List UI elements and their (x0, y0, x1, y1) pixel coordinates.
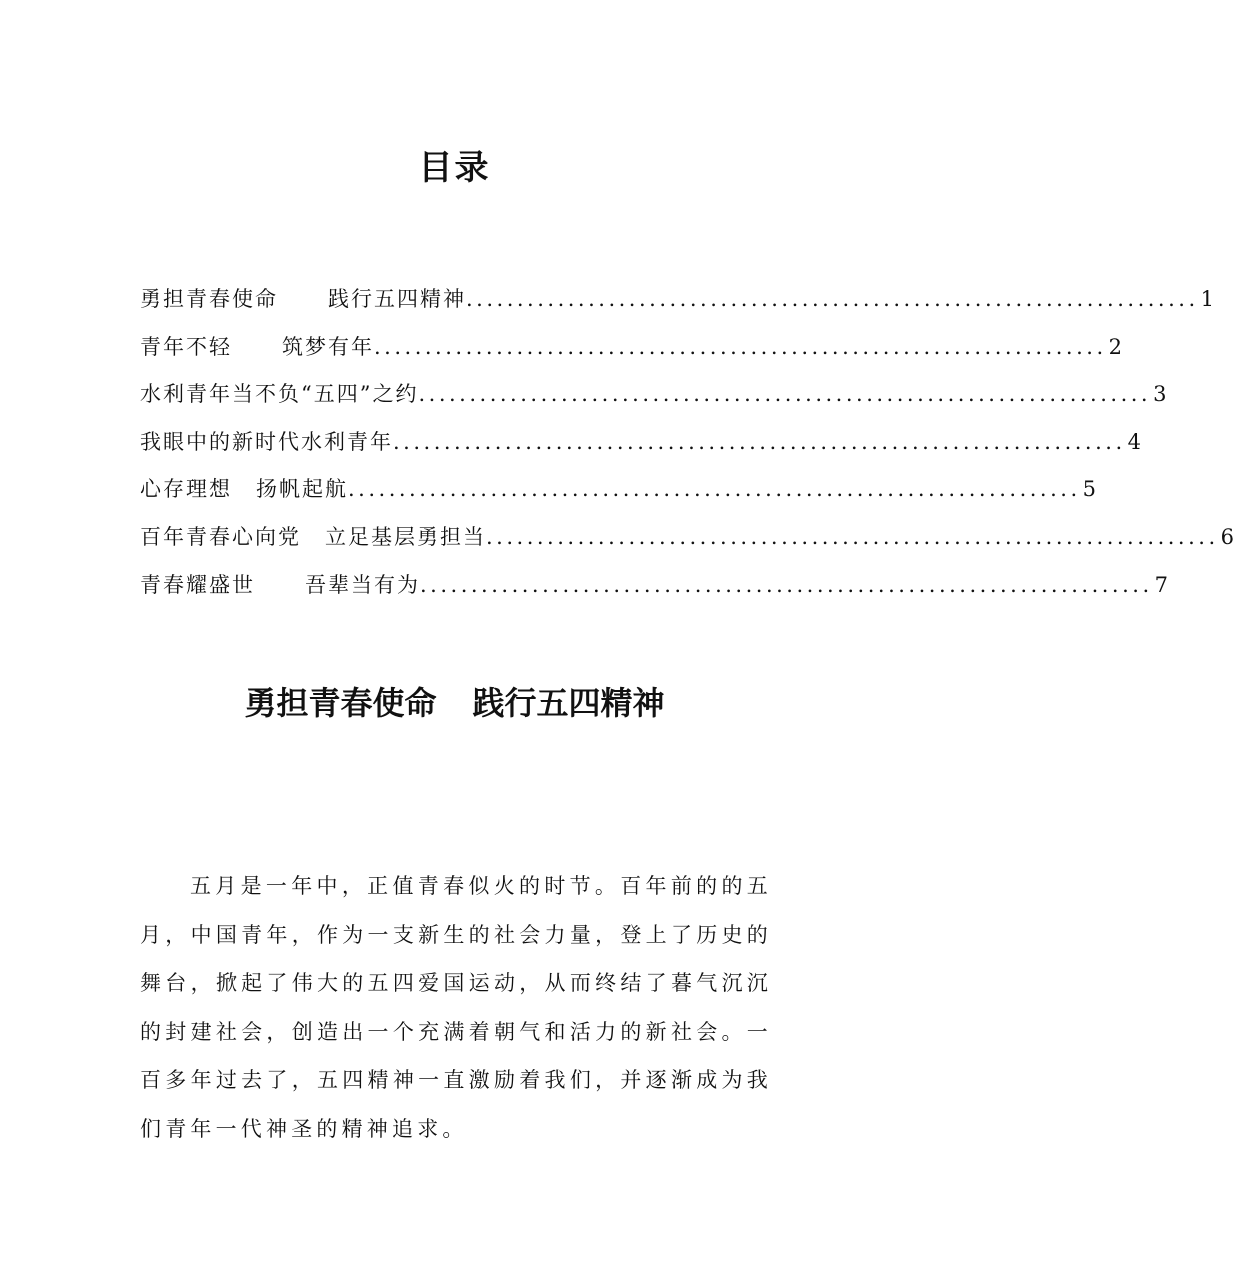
toc-leader-dots: ........................................................................ (418, 382, 1152, 407)
toc-leader-dots: ........................................................................ (420, 572, 1153, 597)
toc-entry-title: 青年不轻 筑梦有年 (140, 334, 374, 359)
toc-entry-title: 青春耀盛世 吾辈当有为 (140, 572, 420, 597)
toc-page-number: 3 (1153, 382, 1167, 407)
toc-page-number: 1 (1200, 287, 1214, 311)
toc-entry[interactable] (140, 283, 1214, 331)
article-title: 勇担青春使命 践行五四精神 (244, 684, 665, 722)
toc-entry[interactable] (140, 521, 1234, 569)
toc-leader-dots: ........................................................................ (348, 477, 1081, 502)
toc-leader-dots: ........................................................................ (486, 524, 1219, 549)
toc-page-number: 2 (1108, 334, 1122, 359)
toc-entry[interactable] (140, 569, 1168, 617)
toc-entry[interactable] (140, 331, 1122, 379)
toc-entry[interactable] (140, 426, 1141, 474)
table-of-contents (140, 283, 1234, 616)
toc-page-number: 6 (1220, 524, 1234, 549)
toc-entry-title: 勇担青春使命 践行五四精神 (140, 287, 466, 311)
toc-entry[interactable] (140, 473, 1096, 521)
toc-leader-dots: ........................................................................ (374, 334, 1107, 359)
toc-page-number: 7 (1154, 572, 1168, 597)
toc-leader-dots: ........................................................................ (466, 287, 1199, 311)
toc-leader-dots: ........................................................................ (393, 429, 1126, 454)
toc-entry[interactable] (140, 378, 1167, 426)
article-paragraph: 五月是一年中，正值青春似火的时节。百年前的的五月，中国青年，作为一支新生的社会力量，登上了历史的舞台，掀起了伟大的五四爱国运动，从而终结了暮气沉沉的封建社会，创造出一个充满着朝气和活力的新社会。一百多年过去了，五四精神一直激励着我们，并逐渐成为我们青年一代神圣的精神追求。 (140, 874, 772, 1141)
toc-entry-title: 水利青年当不负“五四”之约 (140, 382, 419, 407)
toc-page-number: 5 (1082, 477, 1096, 502)
toc-entry-title: 我眼中的新时代水利青年 (140, 429, 393, 454)
page-title: 目录 (418, 148, 491, 188)
toc-entry-title: 百年青春心向党 立足基层勇担当 (140, 524, 486, 549)
toc-page-number: 4 (1127, 429, 1141, 454)
toc-entry-title: 心存理想 扬帆起航 (140, 477, 348, 502)
